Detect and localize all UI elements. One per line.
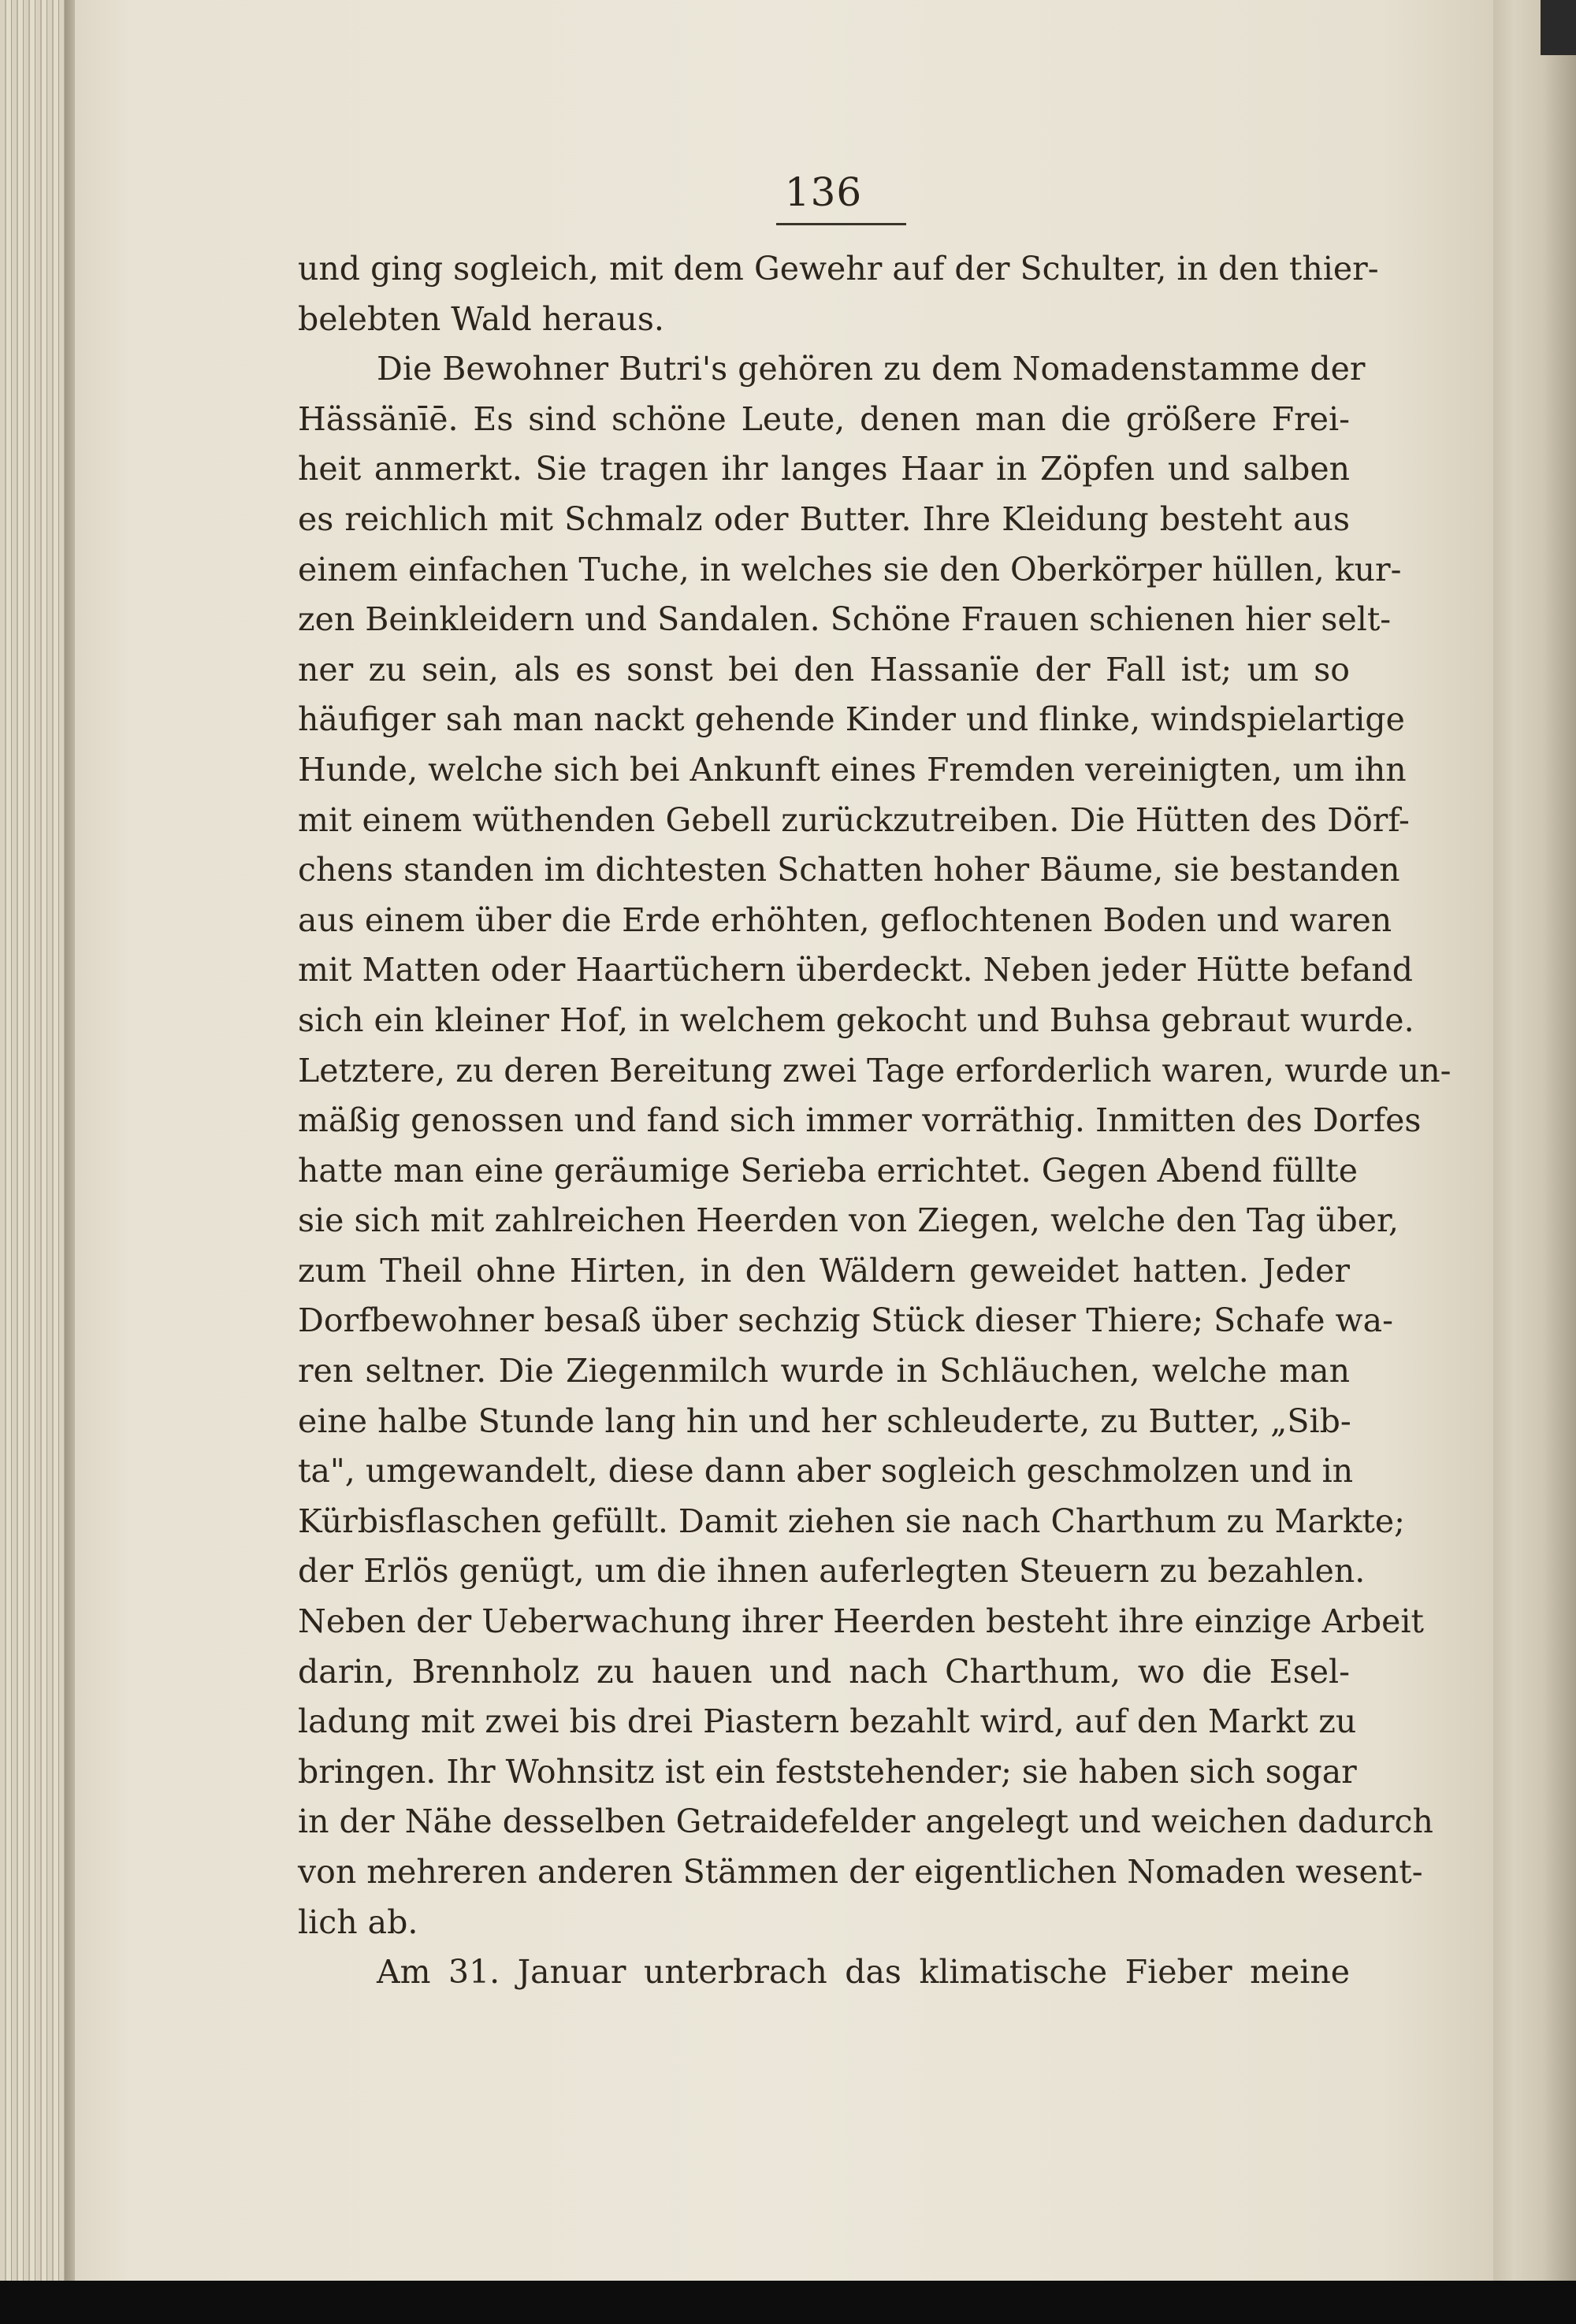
left-page-edges (0, 0, 75, 2281)
text-line: es reichlich mit Schmalz oder Butter. Ihre Kleidung besteht aus (298, 499, 1350, 538)
body-text (298, 244, 1451, 1998)
text-line: ladung mit zwei bis drei Piastern bezahlt wird, auf den Markt zu (298, 1702, 1357, 1741)
bottom-scan-margin (0, 2281, 1576, 2324)
text-line: der Erlös genügt, um die ihnen auferlegten Steuern zu bezahlen. (298, 1552, 1366, 1591)
right-corner-shadow (1541, 0, 1576, 55)
text-line: belebten Wald heraus. (298, 299, 664, 338)
text-line: mit Matten oder Haartüchern überdeckt. Neben jeder Hütte befand (298, 951, 1413, 989)
text-line: und ging sogleich, mit dem Gewehr auf der Schulter, in den thier- (298, 250, 1379, 288)
text-line: hatte man eine geräumige Serieba errichtet. Gegen Abend füllte (298, 1151, 1359, 1190)
text-line: chens standen im dichtesten Schatten hoher Bäume, sie bestanden (298, 851, 1400, 889)
text-line: Letztere, zu deren Bereitung zwei Tage erforderlich waren, wurde un- (298, 1051, 1451, 1090)
text-line: ta", umgewandelt, diese dann aber sogleich geschmolzen und in (298, 1452, 1354, 1491)
text-line: darin, Brennholz zu hauen und nach Charthum, wo die Esel- (298, 1652, 1350, 1691)
right-fore-edge (1493, 0, 1576, 2281)
text-line: Neben der Ueberwachung ihrer Heerden besteht ihre einzige Arbeit (298, 1602, 1424, 1641)
text-line: einem einfachen Tuche, in welches sie den Oberkörper hüllen, kur- (298, 550, 1402, 588)
text-line: sich ein kleiner Hof, in welchem gekocht und Buhsa gebraut wurde. (298, 1001, 1414, 1039)
text-line: eine halbe Stunde lang hin und her schleuderte, zu Butter, „Sib- (298, 1401, 1351, 1440)
text-line: von mehreren anderen Stämmen der eigentlichen Nomaden wesent- (298, 1853, 1423, 1891)
text-line: Am 31. Januar unterbrach das klimatische Fieber meine (377, 1953, 1350, 1992)
text-line: Hässänīē. Es sind schöne Leute, denen man die größere Frei- (298, 399, 1350, 438)
text-line: ren seltner. Die Ziegenmilch wurde in Schläuchen, welche man (298, 1352, 1350, 1390)
text-line: aus einem über die Erde erhöhten, geflochtenen Boden und waren (298, 900, 1392, 939)
text-line: bringen. Ihr Wohnsitz ist ein feststehender; sie haben sich sogar (298, 1752, 1357, 1791)
text-line: Hunde, welche sich bei Ankunft eines Fremden vereinigten, um ihn (298, 750, 1407, 789)
text-line: zum Theil ohne Hirten, in den Wäldern geweidet hatten. Jeder (298, 1251, 1350, 1290)
text-line: Dorfbewohner besaß über sechzig Stück dieser Thiere; Schafe wa- (298, 1301, 1393, 1340)
text-line: zen Beinkleidern und Sandalen. Schöne Frauen schienen hier selt- (298, 600, 1392, 639)
text-line: Die Bewohner Butri's gehören zu dem Nomadenstamme der (377, 350, 1366, 388)
text-line: lich ab. (298, 1903, 418, 1941)
text-line: Kürbisflaschen gefüllt. Damit ziehen sie nach Charthum zu Markte; (298, 1502, 1405, 1540)
page-number-rule (776, 223, 906, 225)
text-line: sie sich mit zahlreichen Heerden von Ziegen, welche den Tag über, (298, 1201, 1399, 1240)
text-line: ner zu sein, als es sonst bei den Hassanïe der Fall ist; um so (298, 650, 1350, 689)
page-number: 136 (784, 169, 863, 215)
text-line: häufiger sah man nackt gehende Kinder und flinke, windspielartige (298, 700, 1405, 739)
text-line: mäßig genossen und fand sich immer vorräthig. Inmitten des Dorfes (298, 1101, 1422, 1140)
text-line: mit einem wüthenden Gebell zurückzutreiben. Die Hütten des Dörf- (298, 800, 1410, 839)
text-line: heit anmerkt. Sie tragen ihr langes Haar in Zöpfen und salben (298, 450, 1350, 488)
text-line: in der Nähe desselben Getraidefelder angelegt und weichen dadurch (298, 1802, 1433, 1841)
